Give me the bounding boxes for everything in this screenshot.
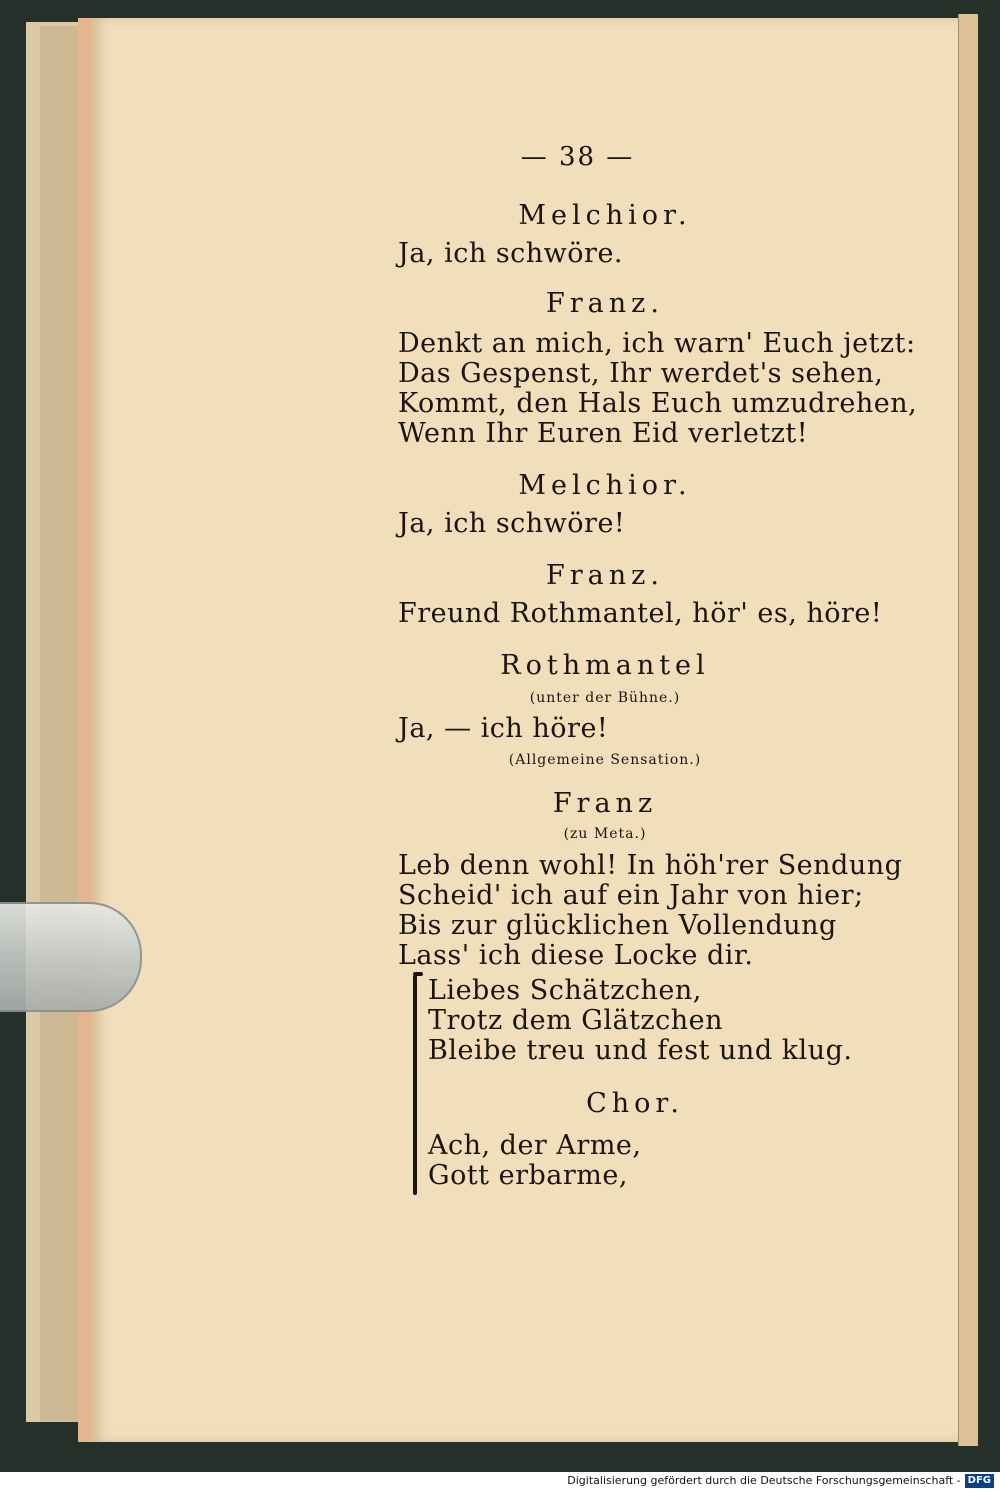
- verse-line: Bleibe treu und fest und klug.: [428, 1035, 853, 1066]
- verse-line: Scheid' ich auf ein Jahr von hier;: [398, 880, 864, 911]
- stage-direction: (unter der Bühne.): [529, 690, 681, 706]
- speaker-franz: Franz: [552, 788, 658, 819]
- stage-direction: (zu Meta.): [563, 826, 647, 842]
- footer-text: Digitalisierung gefördert durch die Deutsche Forschungsgemeinschaft -: [567, 1474, 961, 1487]
- verse-line: Leb denn wohl! In höh'rer Sendung: [398, 850, 903, 881]
- verse-line: Das Gespenst, Ihr werdet's sehen,: [398, 358, 884, 389]
- verse-line: Ja, — ich höre!: [398, 713, 609, 744]
- page-number: — 38 —: [520, 142, 635, 172]
- speaker-melchior: Melchior.: [518, 200, 692, 231]
- verse-line: Ja, ich schwöre.: [398, 238, 624, 269]
- speaker-chor: Chor.: [586, 1088, 684, 1119]
- verse-line: Wenn Ihr Euren Eid verletzt!: [398, 418, 809, 449]
- verse-bracket: [413, 975, 417, 1195]
- speaker-franz: Franz.: [546, 288, 664, 319]
- verse-line: Denkt an mich, ich warn' Euch jetzt:: [398, 328, 916, 359]
- verse-line: Ach, der Arme,: [428, 1130, 642, 1161]
- speaker-melchior: Melchior.: [518, 470, 692, 501]
- verse-line: Kommt, den Hals Euch umzudrehen,: [398, 388, 918, 419]
- verse-line: Freund Rothmantel, hör' es, höre!: [398, 598, 883, 629]
- verse-line: Ja, ich schwöre!: [398, 508, 626, 539]
- speaker-rothmantel: Rothmantel: [500, 650, 710, 681]
- speaker-franz: Franz.: [546, 560, 664, 591]
- verse-line: Liebes Schätzchen,: [428, 975, 702, 1006]
- verse-line: Trotz dem Glätzchen: [428, 1005, 724, 1036]
- dfg-logo: DFG: [965, 1474, 994, 1488]
- stage-direction: (Allgemeine Sensation.): [508, 752, 702, 768]
- digitization-footer: [0, 1472, 1000, 1489]
- verse-line: Gott erbarme,: [428, 1160, 628, 1191]
- verse-line: Lass' ich diese Locke dir.: [398, 940, 754, 971]
- verse-line: Bis zur glücklichen Vollendung: [398, 910, 837, 941]
